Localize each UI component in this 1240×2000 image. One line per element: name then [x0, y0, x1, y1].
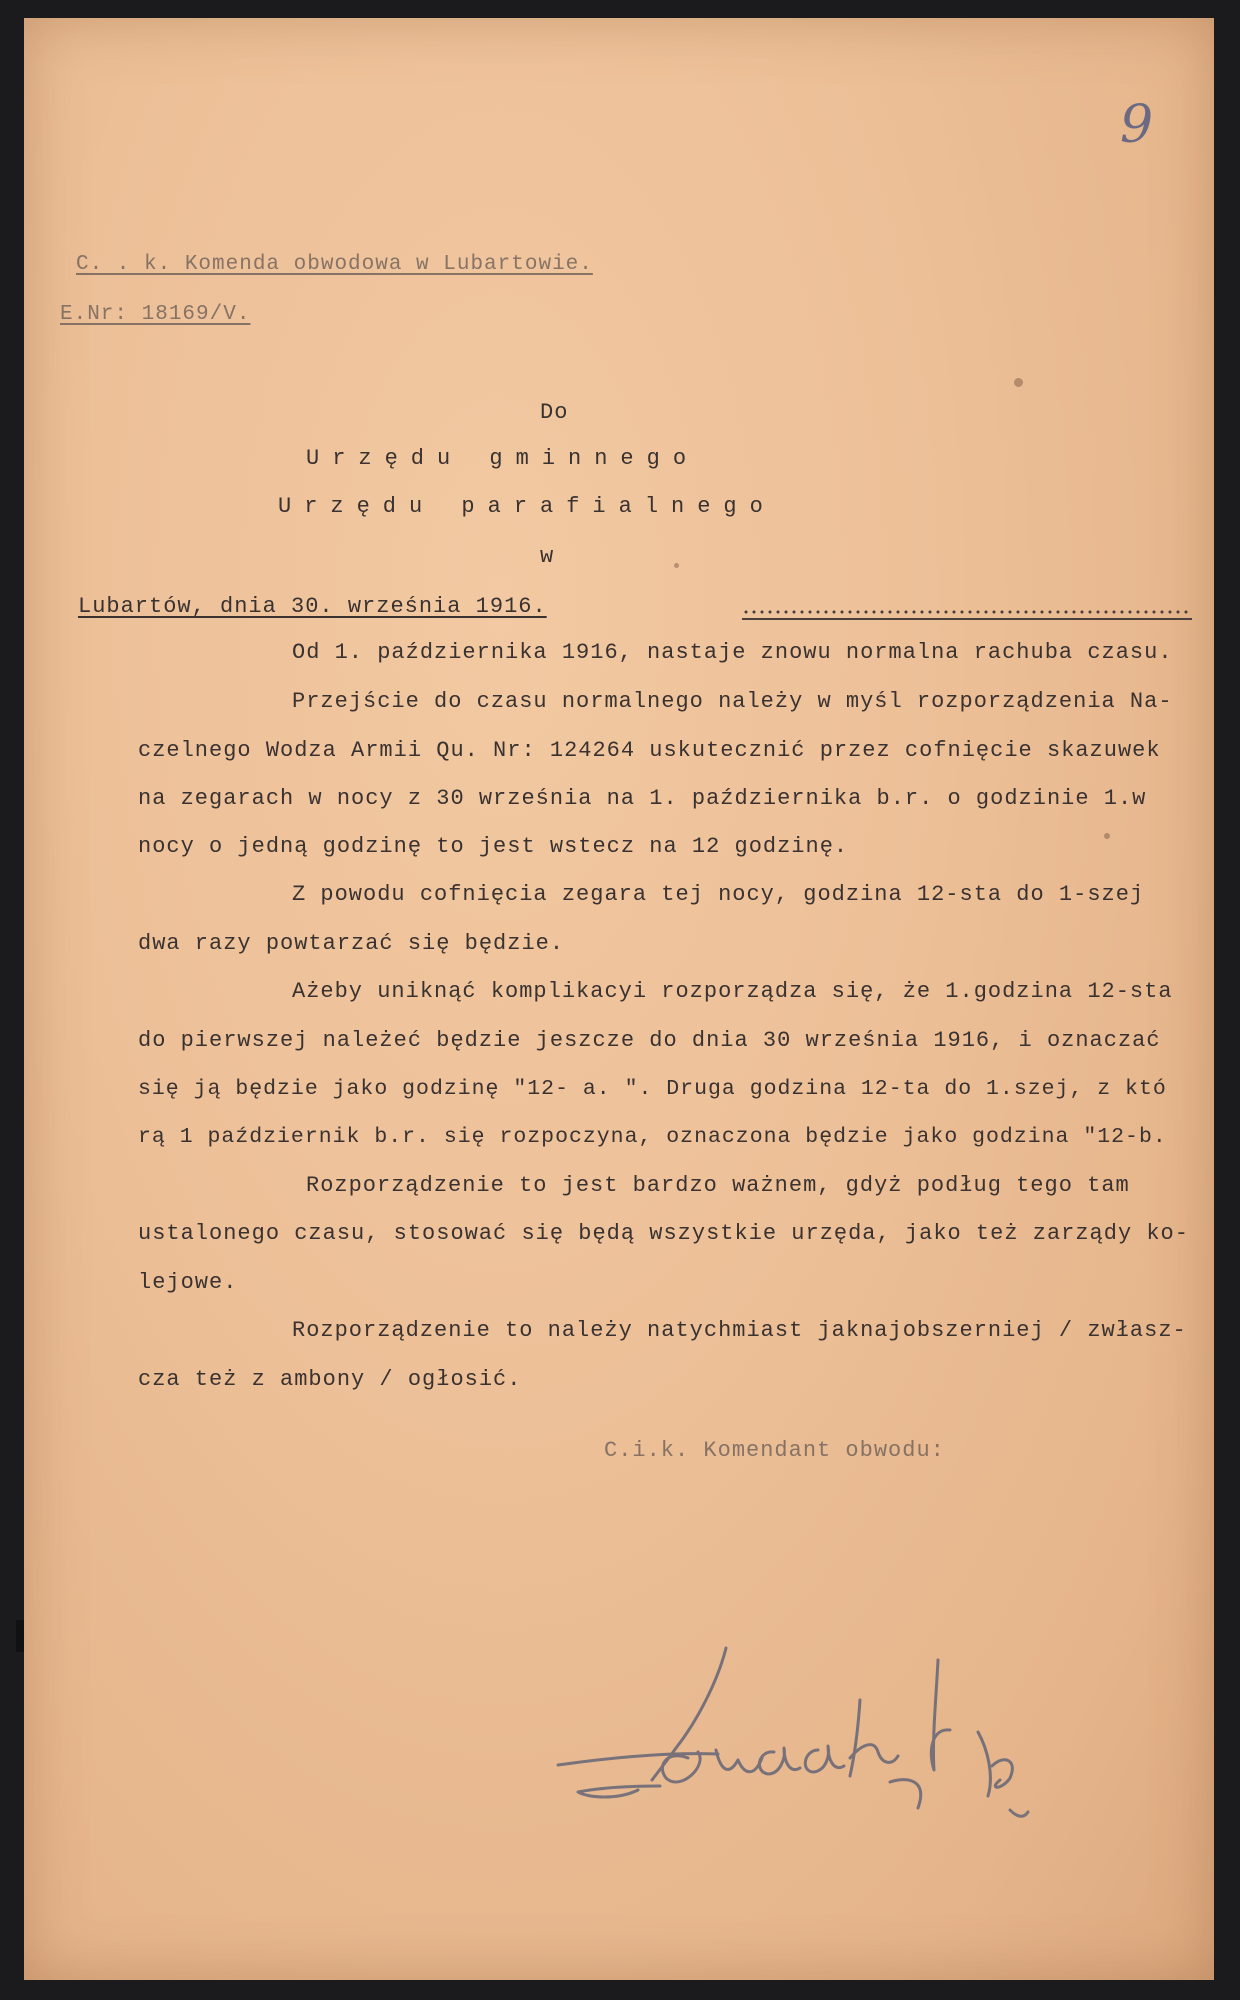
place-date: Lubartów, dnia 30. września 1916. [78, 594, 547, 619]
addressee-line2: Urzędu parafialnego [278, 494, 776, 519]
addressee-in: w [540, 544, 555, 569]
addressee-to: Do [540, 400, 569, 425]
body-line: Rozporządzenie to jest bardzo ważnem, gdyż podług tego tam [306, 1173, 1130, 1198]
paper-speck [674, 563, 679, 568]
handwritten-signature [548, 1640, 1128, 1830]
body-line: dwa razy powtarzać się będzie. [138, 931, 565, 956]
body-line: ustalonego czasu, stosować się będą wszystkie urzęda, jako też zarządy ko- [138, 1221, 1189, 1246]
addressee-line1: Urzędu gminnego [306, 446, 700, 471]
body-line: Rozporządzenie to należy natychmiast jaknajobszerniej / zwłasz- [292, 1318, 1187, 1343]
body-line: się ją będzie jako godzinę "12- a. ". Druga godzina 12-ta do 1.szej, z któ [138, 1077, 1167, 1101]
body-line: Od 1. października 1916, nastaje znowu normalna rachuba czasu. [292, 640, 1173, 665]
folio-number: 9 [1120, 95, 1154, 155]
body-line: cza też z ambony / ogłosić. [138, 1367, 522, 1392]
body-line: Przejście do czasu normalnego należy w myśl rozporządzenia Na- [292, 689, 1173, 714]
reference-number: E.Nr: 18169/V. [60, 303, 251, 326]
body-line: Ażeby uniknąć komplikacyi rozporządza się, że 1.godzina 12-sta [292, 979, 1173, 1004]
body-line: Z powodu cofnięcia zegara tej nocy, godzina 12-sta do 1-szej [292, 882, 1145, 907]
body-line: czelnego Wodza Armii Qu. Nr: 124264 uskutecznić przez cofnięcie skazuwek [138, 738, 1161, 763]
closing-title: C.i.k. Komendant obwodu: [604, 1438, 945, 1463]
body-line: do pierwszej należeć będzie jeszcze do dnia 30 września 1916, i oznaczać [138, 1028, 1161, 1053]
body-line: nocy o jedną godzinę to jest wstecz na 12 godzinę. [138, 834, 849, 859]
body-line: na zegarach w nocy z 30 września na 1. października b.r. o godzinie 1.w [138, 786, 1147, 811]
body-line: rą 1 październik b.r. się rozpoczyna, oznaczona będzie jako godzina "12-b. [138, 1125, 1167, 1149]
paper-speck [1104, 833, 1110, 839]
office-header: C. . k. Komenda obwodowa w Lubartowie. [76, 253, 593, 276]
body-line: lejowe. [138, 1270, 238, 1295]
dotted-line [742, 608, 1192, 620]
paper-speck [1014, 378, 1023, 387]
